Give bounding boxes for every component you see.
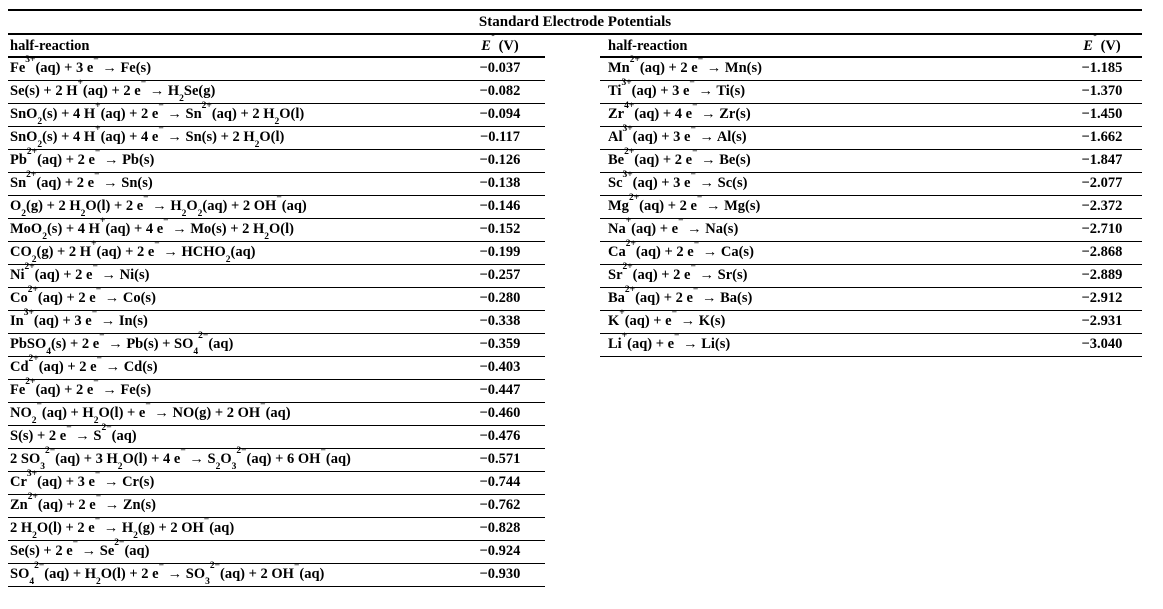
potential-cell: −1.450 (1062, 103, 1142, 126)
table-row (8, 287, 545, 310)
half-reaction-cell: $Cr^{3+}(aq) + 3$ e− → Cr(s) (8, 471, 455, 494)
potential-cell: −2.077 (1062, 172, 1142, 195)
potential-cell: −0.126 (455, 149, 545, 172)
table-row (8, 356, 545, 379)
table-row (600, 195, 1142, 218)
half-reaction-cell: $NO_2^-(aq) + H_2O(l) + e^- \to NO(g) + 2$ OH−(aq) (8, 402, 455, 425)
half-reaction-cell: $Al^{3+}(aq) + 3$ e− → Al(s) (600, 126, 1062, 149)
potential-cell: −0.280 (455, 287, 545, 310)
half-reaction-cell: $Mg^{2+}(aq) + 2$ e− → Mg(s) (600, 195, 1062, 218)
half-reaction-cell: S(s) + 2 $e^- \to S^{2-}(aq)$ (8, 425, 455, 448)
table-row (8, 103, 545, 126)
column-header-half-reaction: half-reaction (600, 36, 1062, 57)
potential-cell: −0.152 (455, 218, 545, 241)
half-reaction-cell: $O_2(g) + 2$ $H_2O(l) + 2$ $e^- \to H_2O_2(aq) + 2$ OH−(aq) (8, 195, 455, 218)
potential-cell: −0.930 (455, 563, 545, 586)
table-row (600, 103, 1142, 126)
table-row (8, 402, 545, 425)
potential-cell: −2.868 (1062, 241, 1142, 264)
table-row (8, 80, 545, 103)
table-row (600, 241, 1142, 264)
potential-cell: −2.931 (1062, 310, 1142, 333)
e-degree-sup: ° (1092, 31, 1097, 43)
table-row (600, 57, 1142, 80)
potential-cell: −0.476 (455, 425, 545, 448)
half-reaction-cell: Li+(aq) + e− → Li(s) (600, 333, 1062, 356)
potential-cell: −2.372 (1062, 195, 1142, 218)
e-degree-sup: ° (490, 31, 495, 43)
potential-cell: −0.138 (455, 172, 545, 195)
column-header-potential (455, 31, 545, 57)
half-reaction-cell: Se(s) + 2 $e^- \to Se^{2-}(aq)$ (8, 540, 455, 563)
table-row (600, 287, 1142, 310)
table-row (8, 540, 545, 563)
table-row (600, 333, 1142, 356)
table-row (600, 218, 1142, 241)
half-reaction-cell: $SO_4^{2-}(aq) + H_2O(l) + 2$ $e^- \to SO_3^{2-}(aq) + 2$ OH−(aq) (8, 563, 455, 586)
potential-cell: −0.117 (455, 126, 545, 149)
potential-cell: −0.094 (455, 103, 545, 126)
potential-cell: −1.370 (1062, 80, 1142, 103)
table-row (600, 149, 1142, 172)
potential-cell: −0.571 (455, 448, 545, 471)
half-reaction-cell: $Zn^{2+}(aq) + 2$ e− → Zn(s) (8, 494, 455, 517)
e-unit: (V) (1100, 37, 1121, 54)
half-reaction-cell: MoO$_2$(s) + 4 H+(aq) + 4 e− → Mo(s) + 2 $H_2O(l)$ (8, 218, 455, 241)
table-row (8, 126, 545, 149)
potential-cell: −0.338 (455, 310, 545, 333)
potential-cell: −0.082 (455, 80, 545, 103)
page-title: Standard Electrode Potentials (8, 9, 1142, 35)
half-reaction-cell: $Sc^{3+}(aq) + 3$ e− → Sc(s) (600, 172, 1062, 195)
right-table (600, 31, 1142, 357)
potential-cell: −0.403 (455, 356, 545, 379)
half-reaction-cell: $Cd^{2+}(aq) + 2$ e− → Cd(s) (8, 356, 455, 379)
half-reaction-cell: $Ca^{2+}(aq) + 2$ e− → Ca(s) (600, 241, 1062, 264)
potential-cell: −0.359 (455, 333, 545, 356)
potential-cell: −0.828 (455, 517, 545, 540)
half-reaction-cell: $Be^{2+}(aq) + 2$ e− → Be(s) (600, 149, 1062, 172)
table-row (8, 333, 545, 356)
potential-cell: −1.847 (1062, 149, 1142, 172)
half-reaction-cell: $In^{3+}(aq) + 3$ e− → In(s) (8, 310, 455, 333)
table-row (600, 172, 1142, 195)
table-row (600, 310, 1142, 333)
half-reaction-cell: Se(s) + 2 H+(aq) + 2 $e^- \to H_2Se(g)$ (8, 80, 455, 103)
half-reaction-cell: $Mn^{2+}(aq) + 2$ e− → Mn(s) (600, 57, 1062, 80)
half-reaction-cell: $Pb^{2+}(aq) + 2$ e− → Pb(s) (8, 149, 455, 172)
potential-cell: −0.199 (455, 241, 545, 264)
e-symbol: E (481, 37, 491, 54)
potential-cell: −0.924 (455, 540, 545, 563)
header-row (8, 36, 545, 57)
table-row (8, 195, 545, 218)
half-reaction-cell: $Ti^{3+}(aq) + 3$ e− → Ti(s) (600, 80, 1062, 103)
half-reaction-cell: $Sr^{2+}(aq) + 2$ e− → Sr(s) (600, 264, 1062, 287)
potential-cell: −1.185 (1062, 57, 1142, 80)
table-row (8, 471, 545, 494)
potential-cell: −0.460 (455, 402, 545, 425)
table-row (600, 126, 1142, 149)
table-row (8, 448, 545, 471)
table-row (8, 379, 545, 402)
half-reaction-cell: $Zr^{4+}(aq) + 4$ e− → Zr(s) (600, 103, 1062, 126)
table-row (8, 425, 545, 448)
potential-cell: −0.744 (455, 471, 545, 494)
table-row (8, 218, 545, 241)
half-reaction-cell: 2 $H_2O(l) + 2$ $e^- \to H_2(g) + 2$ OH−(aq) (8, 517, 455, 540)
header-row (600, 36, 1142, 57)
half-reaction-cell: $CO_2(g) + 2$ H+(aq) + 2 $e^- \to HCHO_2(aq)$ (8, 241, 455, 264)
table-row (8, 563, 545, 586)
table-row (600, 264, 1142, 287)
potential-cell: −0.146 (455, 195, 545, 218)
potential-cell: −0.762 (455, 494, 545, 517)
half-reaction-cell: 2 $SO_3^{2-}(aq) + 3$ $H_2O(l) + 4$ $e^- \to S_2O_3^{2-}(aq) + 6$ OH−(aq) (8, 448, 455, 471)
e-symbol: E (1083, 37, 1093, 54)
potential-cell: −0.257 (455, 264, 545, 287)
e-unit: (V) (498, 37, 519, 54)
table-row (600, 80, 1142, 103)
half-reaction-cell: $Ba^{2+}(aq) + 2$ e− → Ba(s) (600, 287, 1062, 310)
table-row (8, 172, 545, 195)
table-row (8, 264, 545, 287)
potential-cell: −2.710 (1062, 218, 1142, 241)
potential-cell: −1.662 (1062, 126, 1142, 149)
half-reaction-cell: K+(aq) + e− → K(s) (600, 310, 1062, 333)
table-row (8, 494, 545, 517)
half-reaction-cell: $Sn^{2+}(aq) + 2$ e− → Sn(s) (8, 172, 455, 195)
half-reaction-cell: SnO$_2$(s) + 4 H+(aq) + 2 $e^- \to Sn^{2+}(aq) + 2$ $H_2O(l)$ (8, 103, 455, 126)
potential-cell: −3.040 (1062, 333, 1142, 356)
potential-cell: −2.912 (1062, 287, 1142, 310)
half-reaction-cell: $Co^{2+}(aq) + 2$ e− → Co(s) (8, 287, 455, 310)
potential-cell: −2.889 (1062, 264, 1142, 287)
table-row (8, 241, 545, 264)
column-header-half-reaction: half-reaction (8, 36, 455, 57)
table-row (8, 149, 545, 172)
half-reaction-cell: Na+(aq) + e− → Na(s) (600, 218, 1062, 241)
half-reaction-cell: $Fe^{2+}(aq) + 2$ e− → Fe(s) (8, 379, 455, 402)
half-reaction-cell: SnO$_2$(s) + 4 H+(aq) + 4 e− → Sn(s) + 2 $H_2O(l)$ (8, 126, 455, 149)
table-row (8, 57, 545, 80)
table-row (8, 310, 545, 333)
potential-cell: −0.447 (455, 379, 545, 402)
column-header-potential (1062, 31, 1142, 57)
left-table (8, 31, 545, 588)
half-reaction-cell: $Fe^{3+}(aq) + 3$ e− → Fe(s) (8, 57, 455, 80)
half-reaction-cell: PbSO$_4$(s) + 2 $e^- \to Pb(s) + SO_4^{2-}(aq)$ (8, 333, 455, 356)
potential-cell: −0.037 (455, 57, 545, 80)
table-row (8, 517, 545, 540)
half-reaction-cell: $Ni^{2+}(aq) + 2$ e− → Ni(s) (8, 264, 455, 287)
